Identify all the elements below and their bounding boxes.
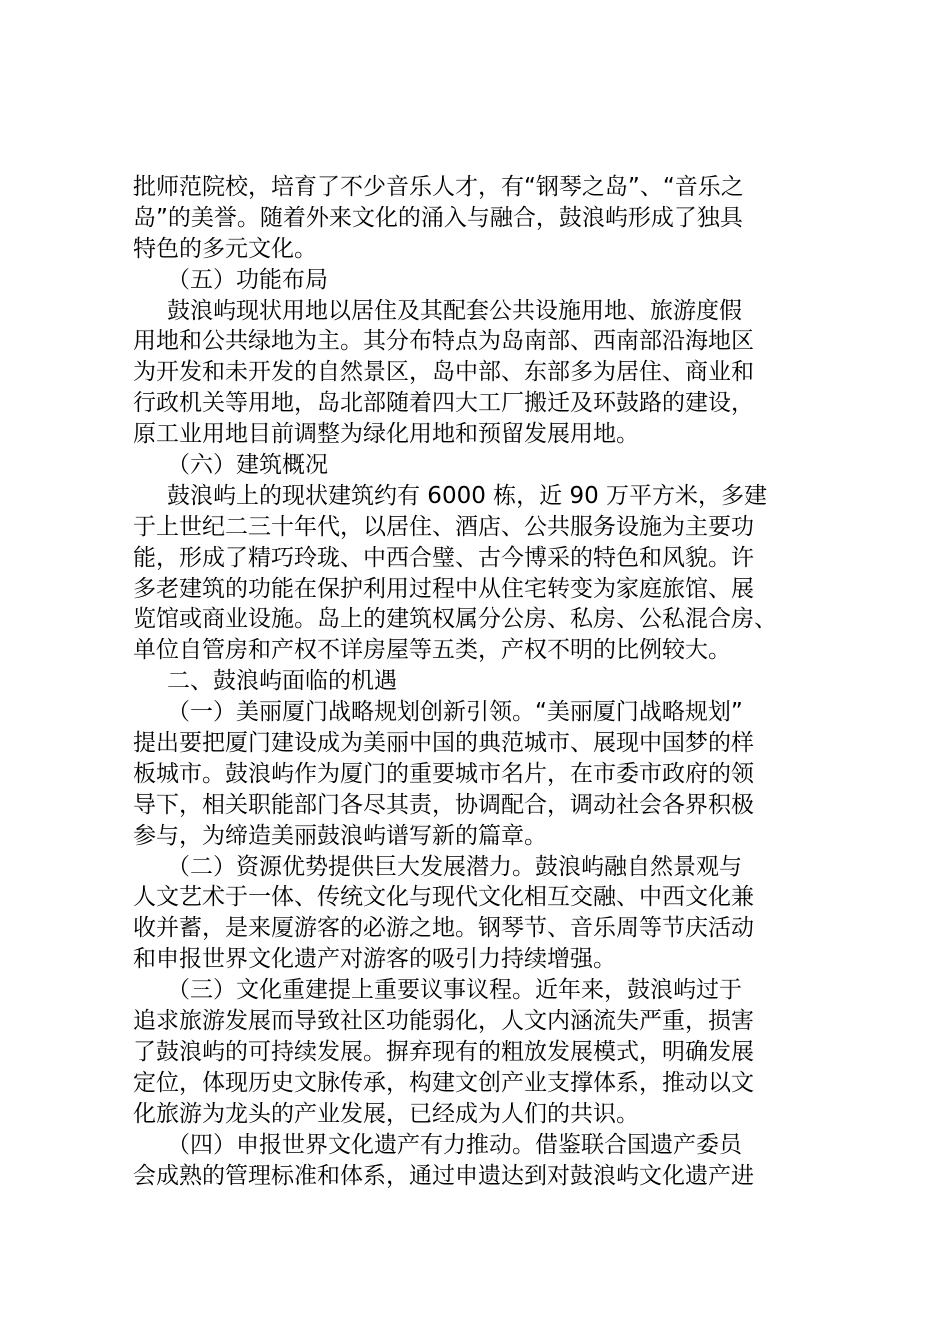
text-line: （一）美丽厦门战略规划创新引领。“美丽厦门战略规划”	[167, 699, 743, 726]
text-line: 特色的多元文化。	[133, 235, 317, 262]
text-line: 导下，相关职能部门各尽其责，协调配合，调动社会各界积极	[133, 791, 754, 818]
text-line: 行政机关等用地，岛北部随着四大工厂搬迁及环鼓路的建设，	[133, 390, 754, 417]
text-line: 鼓浪屿上的现状建筑约有 6000 栋，近 90 万平方米，多建	[167, 482, 768, 509]
text-line: 了鼓浪屿的可持续发展。摒弃现有的粗放发展模式，明确发展	[133, 1038, 754, 1065]
text-line: 为开发和未开发的自然景区，岛中部、东部多为居住、商业和	[133, 359, 754, 386]
text-line: 览馆或商业设施。岛上的建筑权属分公房、私房、公私混合房、	[133, 606, 777, 633]
text-line: （三）文化重建提上重要议事议程。近年来，鼓浪屿过于	[167, 977, 742, 1004]
text-line: 收并蓄，是来厦游客的必游之地。钢琴节、音乐周等节庆活动	[133, 915, 754, 942]
text-line: 追求旅游发展而导致社区功能弱化，人文内涵流失严重，损害	[133, 1008, 754, 1035]
text-line: （六）建筑概况	[167, 452, 328, 479]
text-line: 用地和公共绿地为主。其分布特点为岛南部、西南部沿海地区	[133, 328, 754, 355]
text-line: 多老建筑的功能在保护利用过程中从住宅转变为家庭旅馆、展	[133, 575, 754, 602]
text-line: 会成熟的管理标准和体系，通过申遗达到对鼓浪屿文化遗产进	[133, 1162, 754, 1189]
text-line: 于上世纪二三十年代，以居住、酒店、公共服务设施为主要功	[133, 513, 754, 540]
text-line: 定位，体现历史文脉传承，构建文创产业支撑体系，推动以文	[133, 1069, 754, 1096]
text-line: 和申报世界文化遗产对游客的吸引力持续增强。	[133, 946, 616, 973]
text-line: 提出要把厦门建设成为美丽中国的典范城市、展现中国梦的样	[133, 730, 754, 757]
text-line: 鼓浪屿现状用地以居住及其配套公共设施用地、旅游度假	[167, 297, 742, 324]
text-line: 板城市。鼓浪屿作为厦门的重要城市名片，在市委市政府的领	[133, 760, 754, 787]
text-line: （四）申报世界文化遗产有力推动。借鉴联合国遗产委员	[167, 1131, 742, 1158]
text-line: 岛”的美誉。随着外来文化的涌入与融合，鼓浪屿形成了独具	[133, 204, 743, 231]
text-line: 化旅游为龙头的产业发展，已经成为人们的共识。	[133, 1100, 639, 1127]
text-line: 原工业用地目前调整为绿化用地和预留发展用地。	[133, 421, 639, 448]
text-line: 参与，为缔造美丽鼓浪屿谱写新的篇章。	[133, 822, 547, 849]
text-line: 二、鼓浪屿面临的机遇	[167, 668, 397, 695]
text-line: 人文艺术于一体、传统文化与现代文化相互交融、中西文化兼	[133, 884, 754, 911]
text-line: （五）功能布局	[167, 266, 328, 293]
text-line: 批师范院校，培育了不少音乐人才，有“钢琴之岛”、“音乐之	[133, 174, 744, 200]
text-line: （二）资源优势提供巨大发展潜力。鼓浪屿融自然景观与	[167, 853, 742, 880]
text-line: 能，形成了精巧玲珑、中西合璧、古今博采的特色和风貌。许	[133, 544, 754, 571]
document-body	[133, 172, 833, 1191]
text-line: 单位自管房和产权不详房屋等五类，产权不明的比例较大。	[133, 637, 731, 664]
